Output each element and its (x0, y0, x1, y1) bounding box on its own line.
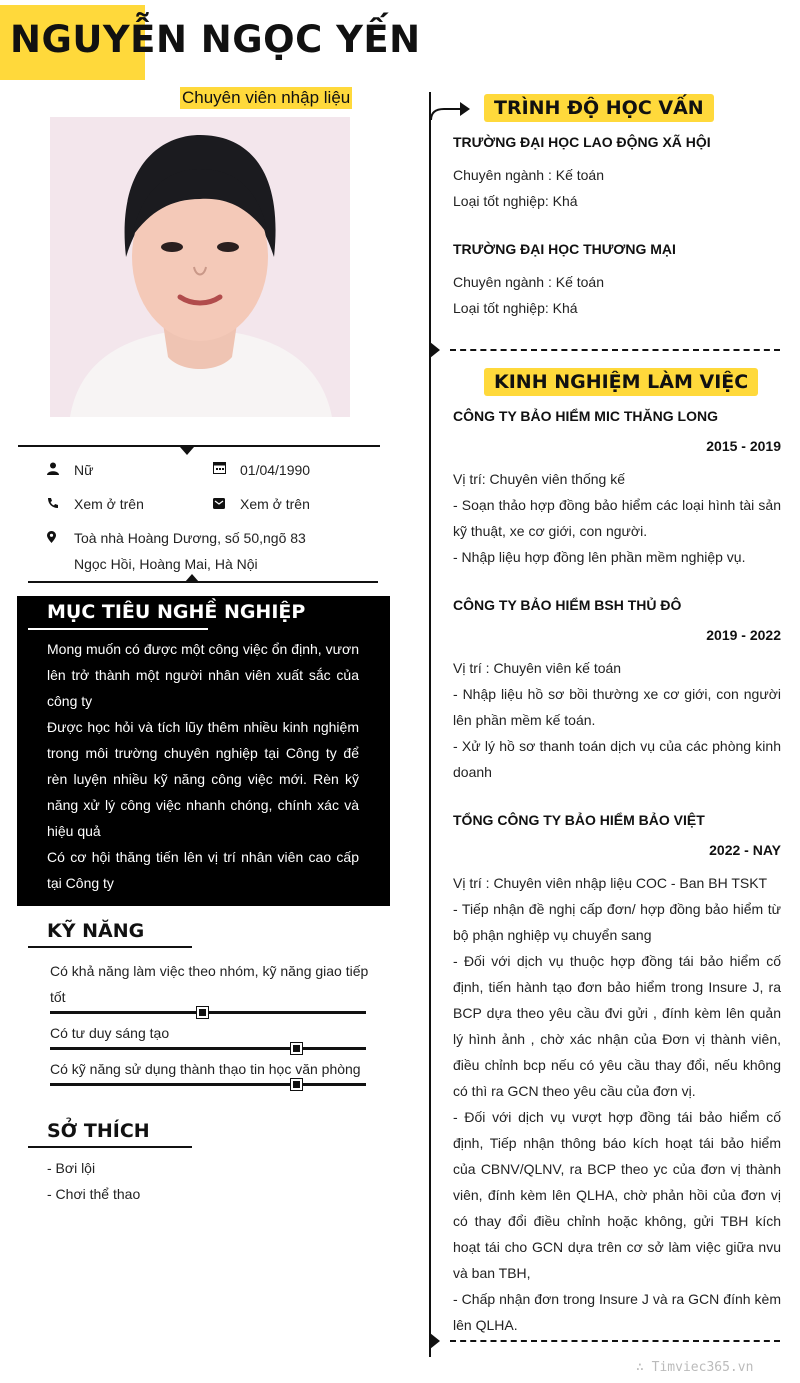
job-line: - Đối với dịch vụ vượt hợp đồng tái bảo hiểm cố định, Tiếp nhận thông báo kích hoạt tái bảo hiểm của CBNV/QLNV, ra BCP theo yc của đơn vị thành viên, đính kèm lên QLHA, chờ phản hồi của đơn vị có thay đổi điều chỉnh hoặc không, gửi TBH kích hoạt tái cho GCN dựa trên cơ sở làm việc giữa nvu và ban TBH, (453, 1109, 781, 1281)
school-name: TRƯỜNG ĐẠI HỌC THƯƠNG MẠI (453, 241, 676, 257)
hobbies-title-underline (28, 1146, 192, 1148)
candidate-name: NGUYỄN NGỌC YẾN (10, 18, 421, 61)
hobby-item: - Bơi lội (47, 1160, 96, 1176)
job-line: Vị trí: Chuyên viên thống kế (453, 471, 625, 487)
company-name: TỔNG CÔNG TY BẢO HIỂM BẢO VIỆT (453, 812, 705, 828)
skill-level-bar (50, 1047, 366, 1050)
phone-icon (47, 496, 61, 510)
portrait-illustration (50, 117, 350, 417)
profile-photo (50, 117, 350, 417)
education-details (453, 269, 781, 321)
education-grade: Loại tốt nghiệp: Khá (453, 193, 578, 209)
company-name: CÔNG TY BẢO HIỂM MIC THĂNG LONG (453, 408, 718, 424)
phone-value: Xem ở trên (74, 496, 144, 512)
job-line: Vị trí : Chuyên viên kế toán (453, 660, 622, 676)
skills-title-underline (28, 946, 192, 948)
hobbies-title: SỞ THÍCH (47, 1120, 150, 1142)
birthday-value: 01/04/1990 (240, 462, 311, 478)
skill-level-knob (197, 1007, 208, 1018)
job-description (453, 870, 781, 1338)
gender-value: Nữ (74, 462, 94, 478)
job-line: - Đối với dịch vụ thuộc hợp đồng tái bảo hiểm cố định, tiến hành tạo đơn bảo hiểm trong Insure J, ra BCP dựa theo yêu cầu đvi gửi , đính kèm lên quản lý hình ảnh , chờ xác nhận của Đơn vị thành viên, điều chỉnh bcp nếu có yêu cầu thay đổi, nếu không có thì ra GCN theo yêu cầu của đơn vị. (453, 953, 781, 1099)
skill-level-bar (50, 1011, 366, 1014)
skill-label: Có kỹ năng sử dụng thành thạo tin học văn phòng (50, 1061, 361, 1077)
job-description (453, 655, 781, 785)
address-line2: Ngọc Hồi, Hoàng Mai, Hà Nội (74, 556, 258, 572)
info-top-divider (18, 445, 380, 447)
education-major: Chuyên ngành : Kế toán (453, 274, 605, 290)
career-objective-section (17, 596, 390, 906)
company-name: CÔNG TY BẢO HIỂM BSH THỦ ĐÔ (453, 597, 682, 613)
section-divider (450, 349, 780, 351)
hobby-item: - Chơi thể thao (47, 1186, 141, 1202)
user-icon (47, 462, 61, 476)
skill-level-knob (291, 1043, 302, 1054)
email-icon (213, 496, 227, 510)
job-line: - Chấp nhận đơn trong Insure J và ra GCN đính kèm lên QLHA. (453, 1291, 781, 1333)
job-title: Chuyên viên nhập liệu (182, 88, 351, 107)
skills-title: KỸ NĂNG (47, 920, 145, 942)
objective-paragraph: Có cơ hội thăng tiến lên vị trí nhân viên cao cấp tại Công ty (47, 849, 359, 891)
objective-paragraph: Mong muốn có được một công việc ổn định, vươn lên trở thành một người nhân viên xuất sắc của công ty (47, 641, 359, 709)
address-line1: Toà nhà Hoàng Dương, số 50,ngõ 83 (74, 530, 306, 546)
info-bottom-divider (28, 581, 378, 583)
job-period: 2022 - NAY (709, 842, 781, 858)
job-line: - Xử lý hồ sơ thanh toán dịch vụ của các phòng kinh doanh (453, 738, 781, 780)
job-period: 2019 - 2022 (706, 627, 781, 643)
objective-title-underline (28, 628, 208, 630)
objective-title: MỤC TIÊU NGHỀ NGHIỆP (47, 601, 306, 623)
timeline-line (429, 92, 431, 1357)
education-title: TRÌNH ĐỘ HỌC VẤN (484, 94, 714, 122)
job-period: 2015 - 2019 (706, 438, 781, 454)
skill-level-knob (291, 1079, 302, 1090)
education-details (453, 162, 781, 214)
education-major: Chuyên ngành : Kế toán (453, 167, 605, 183)
skill-label: Có tư duy sáng tạo (50, 1025, 170, 1041)
timeline-marker (430, 1333, 440, 1349)
objective-paragraph: Được học hỏi và tích lũy thêm nhiều kinh nghiệm trong môi trường chuyên nghiệp tại Công ty để rèn luyện nhiều kỹ năng công việc mới. Rèn kỹ năng xử lý công việc nhanh chóng, chính xác và hiệu quả (47, 719, 359, 839)
arrow-right-icon (430, 98, 474, 122)
watermark-text: Timviec365.vn (651, 1360, 754, 1375)
job-line: - Soạn thảo hợp đồng bảo hiểm các loại hình tài sản kỹ thuật, xe cơ giới, con người. (453, 497, 781, 539)
education-grade: Loại tốt nghiệp: Khá (453, 300, 578, 316)
watermark: ∴ Timviec365.vn (636, 1360, 754, 1375)
job-line: - Nhập liệu hợp đồng lên phần mềm nghiệp vụ. (453, 549, 746, 565)
job-description (453, 466, 781, 570)
timeline-marker (430, 342, 440, 358)
section-divider (450, 1340, 780, 1342)
divider-arrow-down (180, 447, 194, 455)
job-line: - Nhập liệu hồ sơ bồi thường xe cơ giới, con người lên phần mềm kế toán. (453, 686, 781, 728)
calendar-icon (213, 461, 227, 475)
job-line: - Tiếp nhận đề nghị cấp đơn/ hợp đồng bảo hiểm từ bộ phận nghiệp vụ chuyển sang (453, 901, 781, 943)
email-value: Xem ở trên (240, 496, 310, 512)
skill-label: Có khả năng làm việc theo nhóm, kỹ năng giao tiếp tốt (50, 963, 369, 1005)
objective-body (47, 636, 359, 896)
school-name: TRƯỜNG ĐẠI HỌC LAO ĐỘNG XÃ HỘI (453, 134, 711, 150)
location-pin-icon (47, 530, 61, 544)
experience-title: KINH NGHIỆM LÀM VIỆC (484, 368, 758, 396)
job-line: Vị trí : Chuyên viên nhập liệu COC - Ban BH TSKT (453, 875, 768, 891)
skill-level-bar (50, 1083, 366, 1086)
